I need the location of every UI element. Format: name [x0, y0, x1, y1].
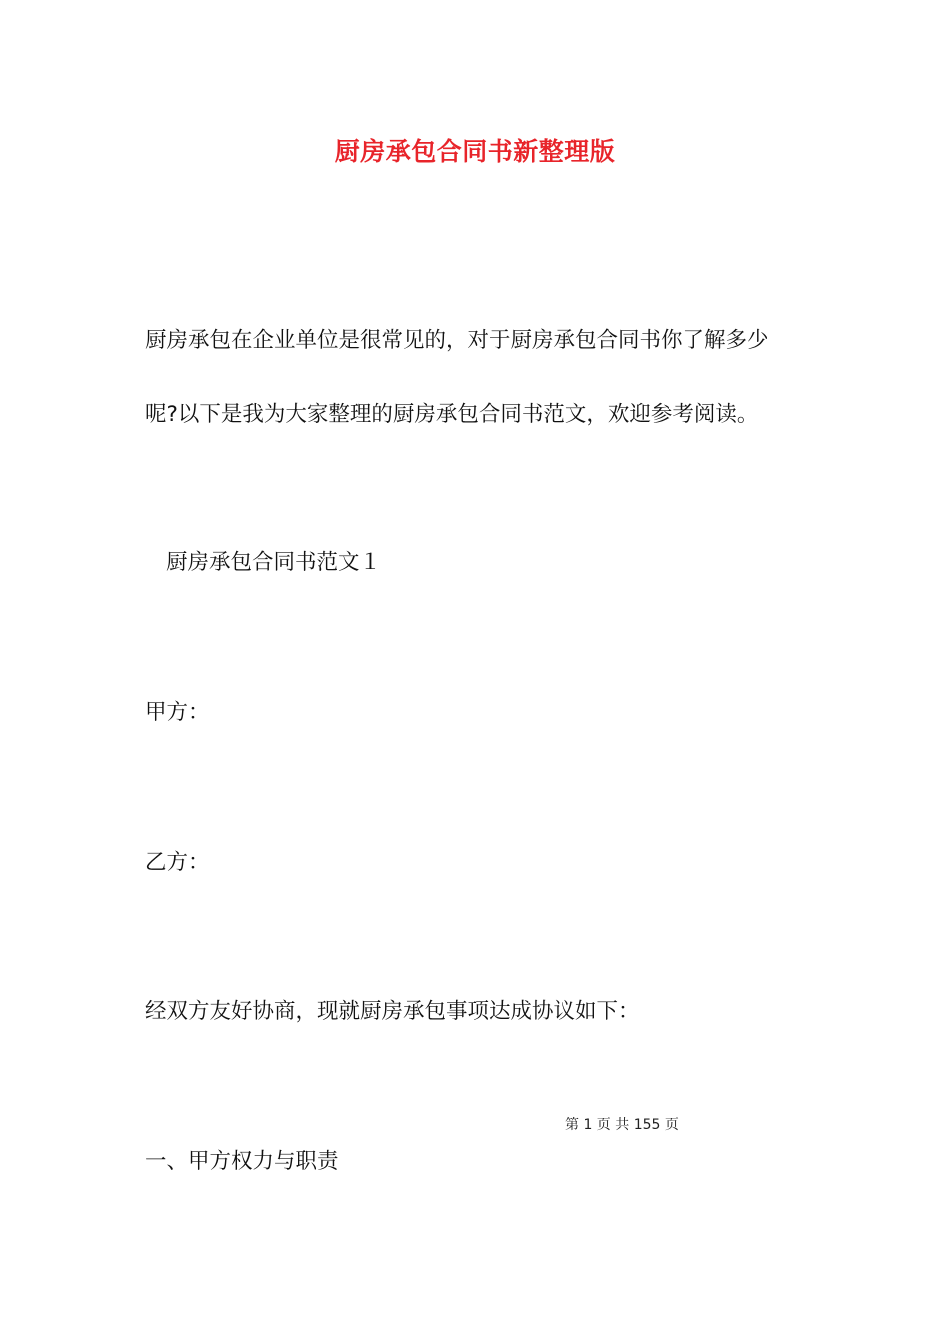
party-a-label: 甲方： — [145, 700, 210, 725]
agreement-intro: 经双方友好协商，现就厨房承包事项达成协议如下： — [145, 999, 640, 1024]
party-b-label: 乙方： — [145, 850, 210, 875]
intro-paragraph-line-2: 呢?以下是我为大家整理的厨房承包合同书范文，欢迎参考阅读。 — [145, 402, 759, 427]
clause-1-heading: 一、甲方权力与职责 — [145, 1149, 339, 1174]
intro-paragraph-line-1: 厨房承包在企业单位是很常见的，对于厨房承包合同书你了解多少 — [145, 328, 769, 353]
document-title: 厨房承包合同书新整理版 — [334, 137, 616, 166]
page-number-footer: 第 1 页 共 155 页 — [565, 1117, 679, 1133]
section-heading: 厨房承包合同书范文１ — [166, 550, 382, 575]
